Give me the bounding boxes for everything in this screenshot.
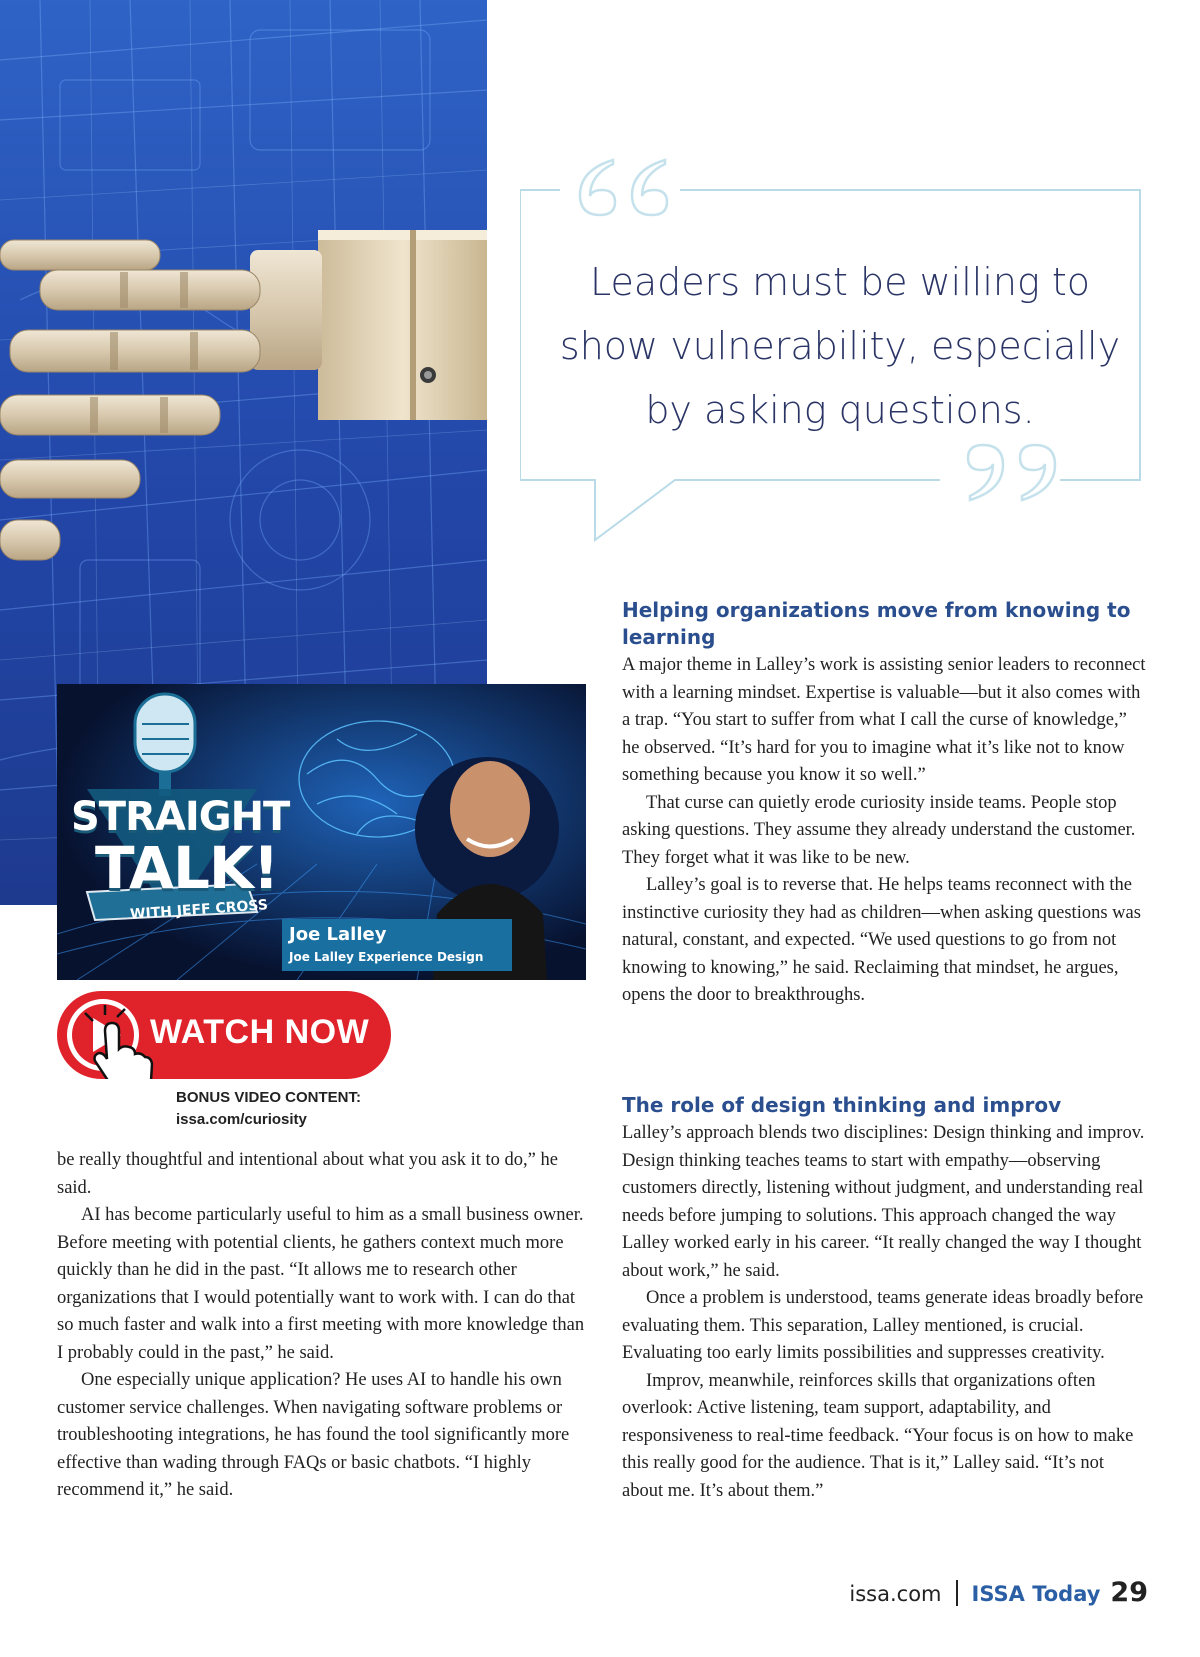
open-quote-icon bbox=[580, 160, 667, 215]
section-heading: Helping organizations move from knowing to learning bbox=[622, 598, 1131, 649]
body-paragraph: One especially unique application? He uses AI to handle his own customer service challenges. When navigating software problems or troubleshooting integrations, he has found the tool significantly more effective than wading through FAQs or basic chatbots. “I highly recommend it,” he said. bbox=[57, 1370, 570, 1500]
body-paragraph: Lalley’s approach blends two disciplines: Design thinking and improv. Design thinking teaches teams to start with empathy—observing customers directly, listening without judgment, and understanding real needs before jumping to solutions. This approach changed the way Lalley worked early in his career. “It really changed the way I thought about work,” he said. bbox=[622, 1123, 1145, 1281]
watch-now-button[interactable] bbox=[57, 991, 391, 1079]
body-paragraph: Improv, meanwhile, reinforces skills that organizations often overlook: Active listening, team support, adaptability, and responsiveness to real-time feedback. “Your focus is on how to make this really good for the audience. That is it,” Lalley said. “It’s not about me. It’s about them.” bbox=[622, 1370, 1134, 1501]
pull-quote-line: show vulnerability, especially bbox=[559, 324, 1121, 368]
footer-site: issa.com bbox=[849, 1582, 942, 1606]
body-paragraph: A major theme in Lalley’s work is assisting senior leaders to reconnect with a learning mindset. Expertise is valuable—but it also comes with a trap. “You start to suffer from what I call the curse of knowledge,” he observed. “It’s hard for you to imagine what it’s like not to know something because you know it so well.” bbox=[622, 655, 1146, 785]
guest-company: Joe Lalley Experience Design bbox=[289, 950, 484, 964]
bonus-url-link[interactable]: issa.com/curiosity bbox=[176, 1111, 307, 1128]
bonus-label: BONUS VIDEO CONTENT: bbox=[176, 1089, 362, 1106]
body-paragraph: be really thoughtful and intentional about what you ask it to do,” he said. bbox=[57, 1150, 558, 1198]
watch-now-label: WATCH NOW bbox=[150, 1013, 370, 1051]
guest-name: Joe Lalley bbox=[289, 924, 387, 945]
section-knowing-to-learning bbox=[622, 597, 1147, 1010]
body-paragraph: Once a problem is understood, teams generate ideas broadly before evaluating them. This separation, Lalley mentioned, is crucial. Evaluating too early limits possibilities and suppresses creativity. bbox=[622, 1288, 1144, 1363]
body-paragraph: AI has become particularly useful to him as a small business owner. Before meeting with potential clients, he gathers context much more quickly than he did in the past. “It allows me to research other organizations that I would potentially want to work with. I can do that so much faster and walk into a first meeting with more knowledge than I probably could in the past,” he said. bbox=[57, 1205, 585, 1363]
pull-quote-line: Leaders must be willing to bbox=[589, 260, 1091, 304]
pull-quote-text bbox=[540, 250, 1140, 442]
left-column-body bbox=[57, 1147, 587, 1505]
close-quote-icon bbox=[968, 445, 1055, 500]
page-number: 29 bbox=[1110, 1577, 1148, 1608]
pull-quote-line: by asking questions. bbox=[645, 388, 1035, 432]
page-footer bbox=[849, 1575, 1148, 1608]
bonus-video-caption bbox=[176, 1087, 361, 1131]
promo-title-line-2: TALK! bbox=[95, 834, 279, 902]
body-paragraph: Lalley’s goal is to reverse that. He helps teams reconnect with the instinctive curiosity they had as children—when asking questions was natural, constant, and expected. “We used questions to go from not knowing to knowing,” he said. Reclaiming that mindset, he argues, opens the door to breakthroughs. bbox=[622, 875, 1141, 1005]
body-paragraph: That curse can quietly erode curiosity inside teams. People stop asking questions. They assume they already understand the customer. They forget what it was like to be new. bbox=[622, 792, 1136, 868]
video-promo-thumbnail[interactable] bbox=[57, 684, 586, 980]
footer-divider bbox=[956, 1580, 958, 1606]
section-design-thinking-improv bbox=[622, 1092, 1147, 1505]
promo-subtitle: WITH JEFF CROSS bbox=[129, 897, 269, 923]
promo-title-line-1: STRAIGHT bbox=[71, 794, 290, 840]
footer-magazine-name: ISSA Today bbox=[971, 1582, 1101, 1606]
section-heading: The role of design thinking and improv bbox=[622, 1093, 1062, 1117]
